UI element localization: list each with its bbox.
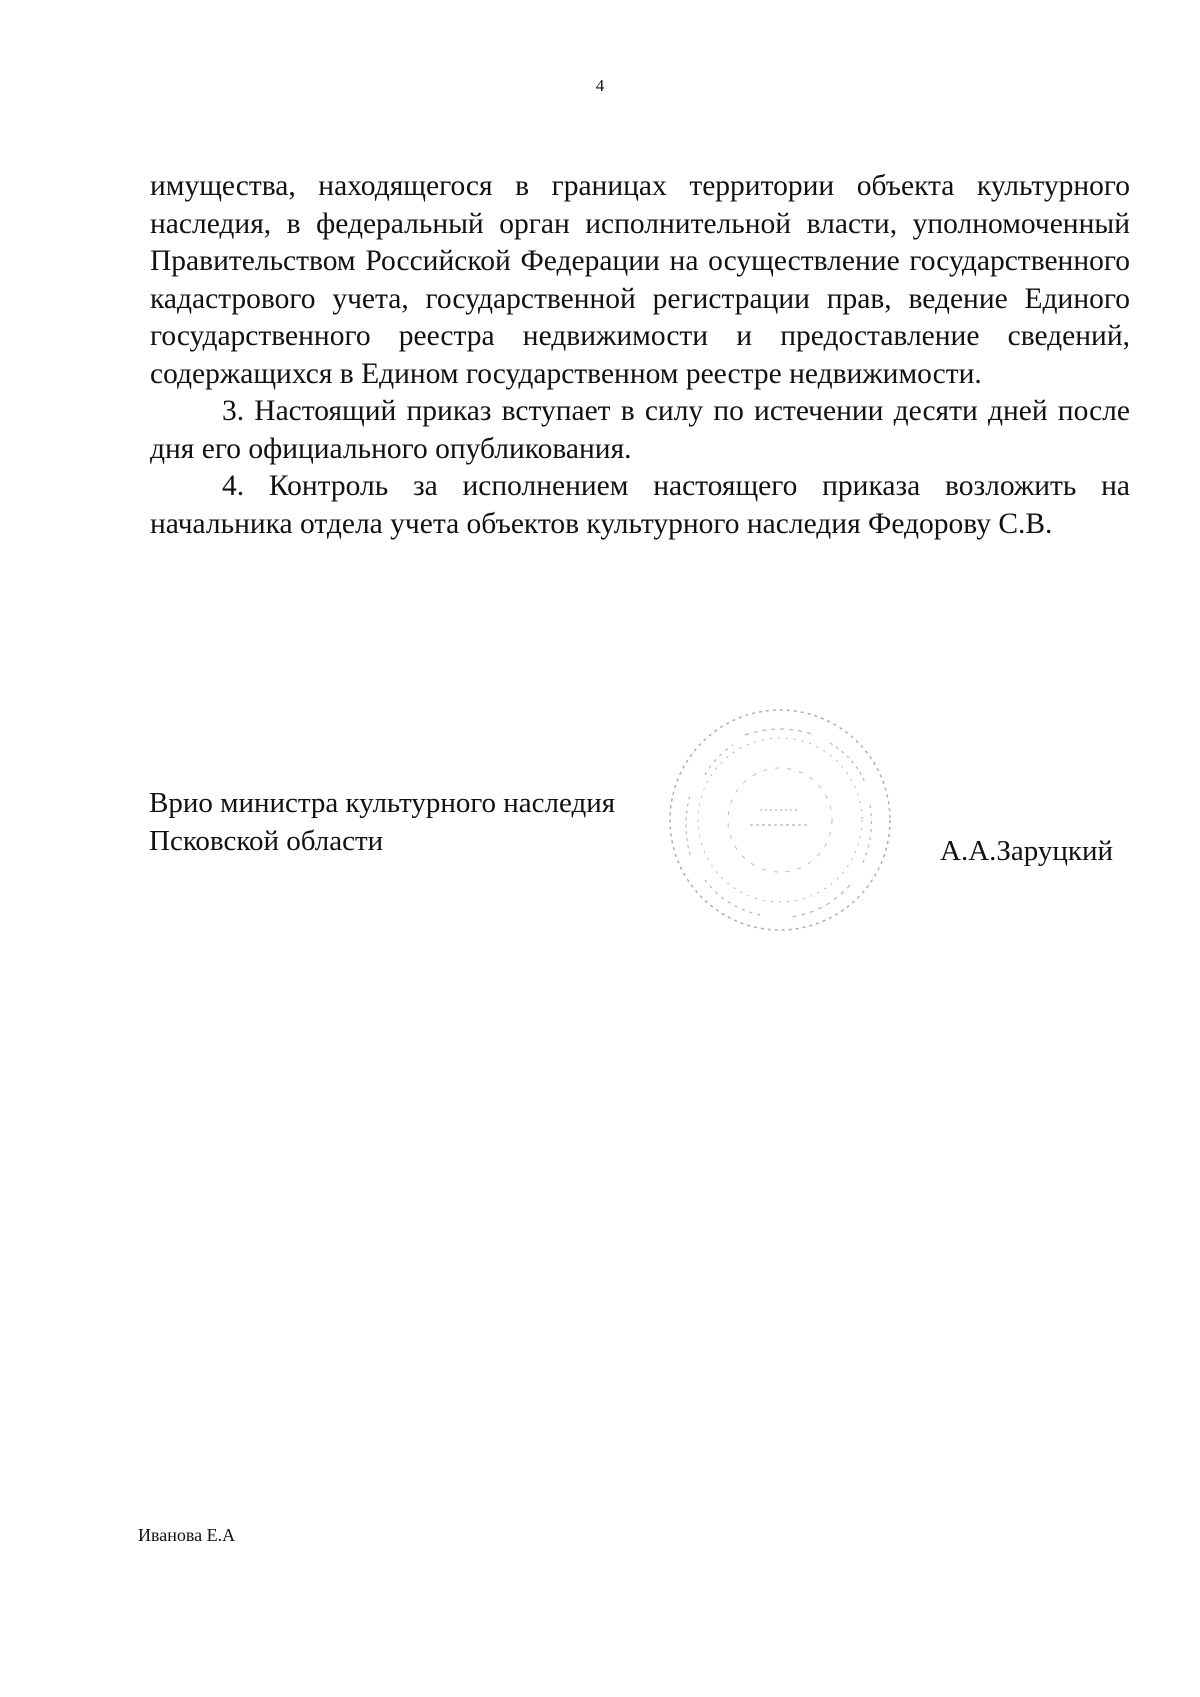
seal-center-ring (728, 768, 832, 872)
seal-inner-ring (698, 738, 862, 902)
document-body (150, 168, 1130, 543)
signatory-position (149, 784, 615, 860)
page-number: 4 (595, 76, 605, 95)
seal-outer-ring (670, 710, 890, 930)
round-seal-icon (665, 705, 895, 935)
executor-name: Иванова Е.А (138, 1525, 236, 1545)
paragraph-continuation: имущества, находящегося в границах территории объекта культурного наследия, в федеральный орган исполнительной власти, уполномоченный Правительством Российской Федерации на осуществление государственного кадастрового учета, государственной регистрации прав, ведение Единого государственного реестра недвижимости и предоставление сведений, содержащихся в Едином государственном реестре недвижимости. (150, 170, 1130, 390)
paragraph-item-4: 4. Контроль за исполнением настоящего приказа возложить на начальника отдела учета объектов культурного наследия Федорову С.В. (150, 470, 1130, 540)
seal-text-marks (686, 729, 871, 917)
signatory-position-line1: Врио министра культурного наследия (149, 787, 616, 819)
signatory-position-line2: Псковской области (149, 825, 384, 857)
signatory-name: А.А.Заруцкий (940, 835, 1114, 867)
paragraph-item-3: 3. Настоящий приказ вступает в силу по истечении десяти дней после дня его официального опубликования. (150, 395, 1130, 465)
